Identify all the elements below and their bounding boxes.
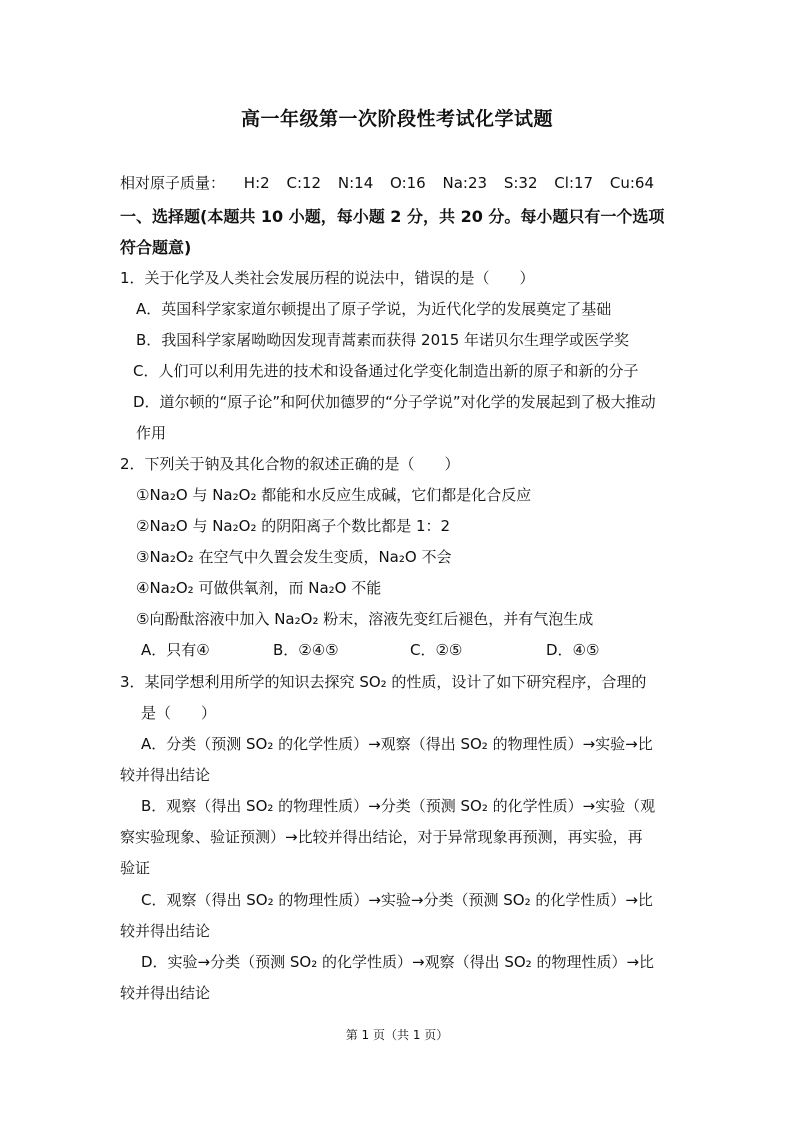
atomic-mass-item: H:2 [243, 174, 270, 192]
atomic-mass-label: 相对原子质量： [120, 174, 226, 192]
q3-stem: 3．某同学想利用所学的知识去探究 SO₂ 的性质，设计了如下研究程序，合理的 [120, 673, 647, 691]
q2-stem: 2．下列关于钠及其化合物的叙述正确的是（ ） [120, 455, 460, 473]
atomic-mass-item: S:32 [503, 174, 538, 192]
q2-option-d: D．④⑤ [546, 641, 600, 659]
q2-statement-1: ①Na₂O 与 Na₂O₂ 都能和水反应生成碱，它们都是化合反应 [136, 486, 532, 504]
q3-option-c-cont: 较并得出结论 [120, 922, 211, 940]
q1-option-d-cont: 作用 [136, 424, 167, 442]
q1-option-a: A．英国科学家家道尔顿提出了原子学说，为近代化学的发展奠定了基础 [136, 300, 612, 318]
q1-option-c: C．人们可以利用先进的技术和设备通过化学变化制造出新的原子和新的分子 [133, 362, 639, 380]
atomic-mass-item: Cl:17 [554, 174, 594, 192]
section-heading: 一、选择题(本题共 10 小题，每小题 2 分，共 20 分。每小题只有一个选项符合题意) [120, 207, 665, 257]
q3-option-b-cont: 察实验现象、验证预测）→比较并得出结论，对于异常现象再预测，再实验，再 [120, 828, 643, 846]
q3-option-d: D．实验→分类（预测 SO₂ 的化学性质）→观察（得出 SO₂ 的物理性质）→比 [141, 953, 655, 971]
page-footer: 第 1 页（共 1 页） [345, 1028, 449, 1042]
q3-option-d-cont: 较并得出结论 [120, 984, 211, 1002]
q2-statement-3: ③Na₂O₂ 在空气中久置会发生变质，Na₂O 不会 [136, 548, 452, 566]
q3-stem-cont: 是（ ） [141, 704, 217, 722]
q3-option-b: B．观察（得出 SO₂ 的物理性质）→分类（预测 SO₂ 的化学性质）→实验（观 [141, 797, 656, 815]
q1-option-b: B．我国科学家屠呦呦因发现青蒿素而获得 2015 年诺贝尔生理学或医学奖 [136, 331, 630, 349]
atomic-mass-item: C:12 [286, 174, 322, 192]
q2-option-b: B．②④⑤ [273, 641, 339, 659]
atomic-mass-item: O:16 [390, 174, 426, 192]
q2-statement-5: ⑤向酚酞溶液中加入 Na₂O₂ 粉末，溶液先变红后褪色，并有气泡生成 [136, 610, 594, 628]
atomic-mass-item: Na:23 [442, 174, 488, 192]
q2-statement-4: ④Na₂O₂ 可做供氧剂，而 Na₂O 不能 [136, 579, 382, 597]
q2-statement-2: ②Na₂O 与 Na₂O₂ 的阴阳离子个数比都是 1：2 [136, 517, 451, 535]
q1-option-d: D．道尔顿的“原子论”和阿伏加德罗的“分子学说”对化学的发展起到了极大推动 [133, 393, 656, 411]
q2-option-a: A．只有④ [141, 641, 210, 659]
page-title: 高一年级第一次阶段性考试化学试题 [240, 108, 553, 130]
q3-option-c: C．观察（得出 SO₂ 的物理性质）→实验→分类（预测 SO₂ 的化学性质）→比 [141, 891, 653, 909]
atomic-mass-item: Cu:64 [609, 174, 654, 192]
atomic-mass-item: N:14 [337, 174, 374, 192]
q3-option-b-cont2: 验证 [120, 859, 151, 877]
q2-option-c: C．②⑤ [410, 641, 463, 659]
q3-option-a: A．分类（预测 SO₂ 的化学性质）→观察（得出 SO₂ 的物理性质）→实验→比 [141, 735, 653, 753]
q3-option-a-cont: 较并得出结论 [120, 766, 211, 784]
q1-stem: 1．关于化学及人类社会发展历程的说法中，错误的是（ ） [120, 269, 535, 287]
atomic-mass-line [120, 172, 666, 193]
